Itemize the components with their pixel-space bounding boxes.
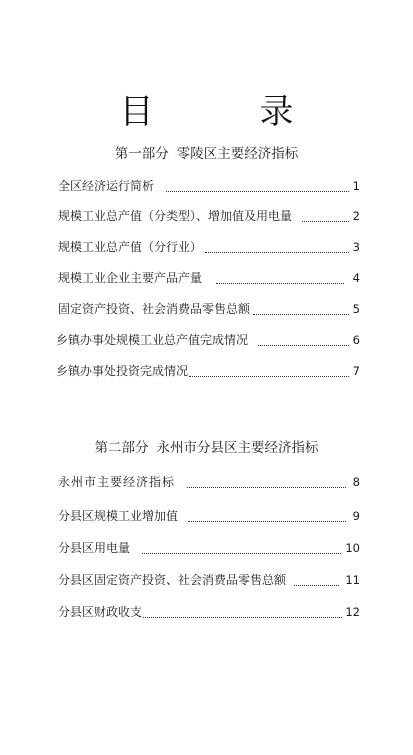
toc-entry-page: 6	[352, 333, 360, 347]
toc-entry-label: 规模工业总产值（分类型）、增加值及用电量	[58, 209, 293, 223]
toc-entry-label: 全区经济运行简析	[58, 179, 155, 193]
toc-entry-label: 分县区用电量	[58, 541, 131, 555]
dot-leader	[143, 607, 342, 618]
toc-entry-label: 分县区规模工业增加值	[58, 509, 179, 523]
part2-name: 永州市分县区主要经济指标	[156, 440, 319, 456]
toc-entry-label: 乡镇办事处投资完成情况	[56, 364, 189, 378]
part1-label: 第一部分	[114, 146, 169, 162]
toc-entry-page: 8	[352, 475, 360, 489]
toc-entry-page: 11	[345, 573, 360, 587]
toc-entry-part1-1[interactable]	[58, 178, 360, 194]
toc-entry-page: 9	[352, 509, 360, 523]
toc-entry-label: 固定资产投资、社会消费品零售总额	[58, 302, 251, 316]
dot-leader	[258, 335, 349, 346]
part1-heading	[0, 142, 413, 162]
toc-entry-page: 7	[352, 364, 360, 378]
toc-entry-part1-4[interactable]	[58, 270, 360, 286]
toc-entry-label: 分县区固定资产投资、社会消费品零售总额	[58, 573, 287, 587]
toc-entry-label: 分县区财政收支	[58, 605, 143, 619]
dot-leader	[189, 366, 349, 377]
toc-entry-part1-5[interactable]	[58, 301, 360, 317]
dot-leader	[205, 242, 349, 253]
dot-leader	[294, 575, 339, 586]
toc-entry-page: 12	[345, 605, 360, 619]
toc-entry-page: 3	[352, 240, 360, 254]
toc-entry-part2-5[interactable]	[58, 604, 360, 620]
toc-entry-page: 4	[352, 271, 360, 285]
toc-entry-label: 永州市主要经济指标	[58, 475, 176, 489]
dot-leader	[188, 511, 346, 522]
dot-leader	[302, 211, 349, 222]
dot-leader	[187, 477, 346, 488]
page-title: 目 录	[119, 92, 330, 132]
dot-leader	[142, 543, 341, 554]
part2-label: 第二部分	[94, 440, 149, 456]
toc-entry-page: 5	[352, 302, 360, 316]
toc-entry-label: 规模工业总产值（分行业）	[58, 240, 203, 254]
toc-entry-part1-2[interactable]	[58, 208, 360, 224]
toc-entry-label: 规模工业企业主要产品产量	[58, 271, 203, 285]
toc-entry-part2-2[interactable]	[58, 508, 360, 524]
part2-heading	[0, 436, 413, 456]
dot-leader	[216, 273, 344, 284]
dot-leader	[166, 181, 349, 192]
part1-name: 零陵区主要经济指标	[176, 146, 299, 162]
toc-entry-page: 2	[352, 209, 360, 223]
toc-entry-part1-3[interactable]	[58, 239, 360, 255]
toc-entry-part2-3[interactable]	[58, 540, 360, 556]
toc-entry-part2-1[interactable]	[58, 474, 360, 490]
dot-leader	[253, 304, 349, 315]
toc-entry-page: 1	[352, 179, 360, 193]
toc-entry-label: 乡镇办事处规模工业总产值完成情况	[56, 333, 249, 347]
toc-entry-part1-6[interactable]	[56, 332, 360, 348]
toc-entry-part1-7[interactable]	[56, 363, 360, 379]
toc-entry-part2-4[interactable]	[58, 572, 360, 588]
toc-entry-page: 10	[345, 541, 360, 555]
